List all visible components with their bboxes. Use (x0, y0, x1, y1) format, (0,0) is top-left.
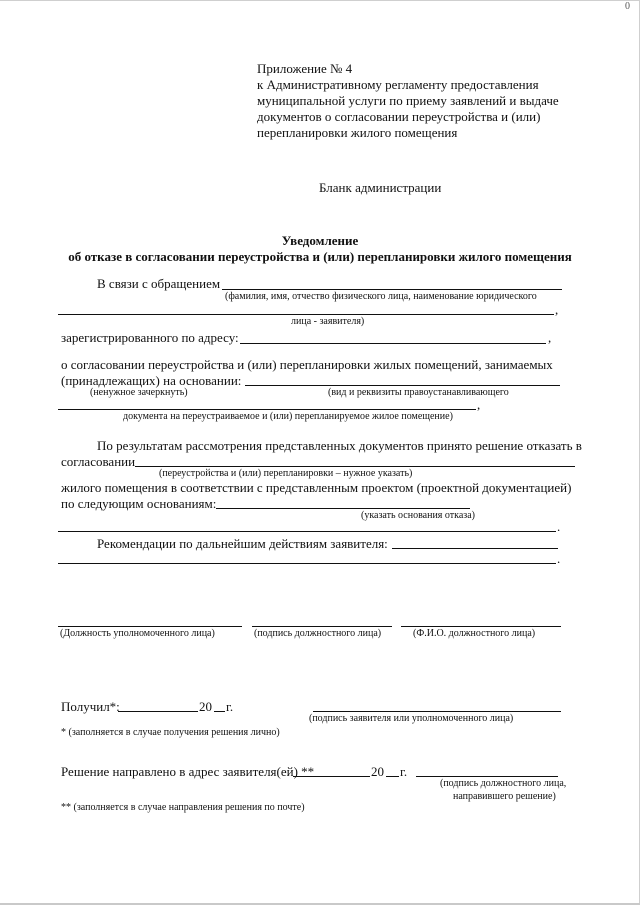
sender-signature-field[interactable] (416, 776, 558, 777)
received-year-field[interactable] (214, 711, 225, 712)
received-footnote: * (заполняется в случае получения решения лично) (61, 727, 280, 738)
refusal-subject-field[interactable] (135, 466, 575, 467)
applicant-name-hint: (фамилия, имя, отчество физического лица, наименование юридического (225, 291, 537, 302)
received-date-field[interactable] (118, 711, 198, 712)
received-year-suffix: г. (226, 699, 234, 714)
comma: , (555, 302, 559, 317)
official-position-hint: (Должность уполномоченного лица) (60, 628, 215, 639)
period: . (557, 551, 561, 566)
sent-year-suffix: г. (400, 764, 408, 779)
applicant-name-field-cont[interactable] (58, 314, 554, 315)
applicant-name-field[interactable] (222, 289, 562, 290)
document-hint-cont: документа на переустраиваемое и (или) перепланируемое жилое помещение) (123, 411, 453, 422)
sender-signature-hint: (подпись должностного лица, (440, 778, 567, 789)
official-fio-hint: (Ф.И.О. должностного лица) (413, 628, 536, 639)
sent-year: 20 (371, 764, 384, 779)
applicant-signature-hint: (подпись заявителя или уполномоченного лица) (309, 713, 514, 724)
appendix-line: муниципальной услуги по приему заявлений и выдаче (257, 93, 559, 108)
refusal-subject-hint: (переустройства и (или) перепланировки – нужное указать) (159, 468, 413, 479)
applicant-signature-field[interactable] (313, 711, 561, 712)
basis-document-field[interactable] (245, 385, 560, 386)
refusal-grounds-field-cont[interactable] (58, 531, 556, 532)
administration-blank-label: Бланк администрации (319, 180, 442, 195)
document-hint: (вид и реквизиты правоустанавливающего (328, 387, 509, 398)
official-signature-hint: (подпись должностного лица) (254, 628, 382, 639)
project-text-line: жилого помещения в соответствии с представленным проектом (проектной документацией) (61, 480, 572, 495)
appendix-title: Приложение № 4 (257, 61, 353, 76)
refusal-grounds-hint: (указать основания отказа) (361, 510, 476, 521)
corner-mark: 0 (625, 1, 630, 12)
refuse-approval-label: согласовании (61, 454, 136, 469)
approval-text-line: о согласовании переустройства и (или) перепланировки жилых помещений, занимаемых (61, 357, 553, 372)
notice-title: Уведомление (281, 233, 359, 248)
period: . (557, 519, 561, 534)
appeal-label: В связи с обращением (97, 276, 221, 291)
comma: , (477, 397, 481, 412)
registered-address-label: зарегистрированного по адресу: (61, 330, 239, 345)
appendix-line: перепланировки жилого помещения (257, 125, 458, 140)
decision-text-line: По результатам рассмотрения представленных документов принято решение отказать в (97, 438, 582, 453)
appendix-line: документов о согласовании переустройства и (или) (257, 109, 541, 124)
official-position-field[interactable] (58, 626, 242, 627)
registered-address-field[interactable] (240, 343, 546, 344)
basis-label: (принадлежащих) на основании: (61, 373, 242, 388)
sent-footnote: ** (заполняется в случае направления решения по почте) (61, 802, 305, 813)
sent-label: Решение направлено в адрес заявителя(ей) ** (61, 764, 315, 779)
sent-year-field[interactable] (386, 776, 399, 777)
recommendations-label: Рекомендации по дальнейшим действиям заявителя: (97, 536, 388, 551)
notice-subtitle: об отказе в согласовании переустройства и (или) перепланировки жилого помещения (68, 249, 572, 264)
strike-hint: (ненужное зачеркнуть) (90, 387, 188, 398)
grounds-label: по следующим основаниям: (61, 496, 217, 511)
received-year: 20 (199, 699, 212, 714)
appendix-line: к Административному регламенту предоставления (257, 77, 539, 92)
received-label: Получил*: (61, 699, 120, 714)
official-fio-field[interactable] (401, 626, 561, 627)
comma: , (548, 330, 552, 345)
official-signature-field[interactable] (252, 626, 392, 627)
page-top-border (0, 0, 640, 1)
basis-document-field-cont[interactable] (58, 409, 476, 410)
sender-signature-hint-cont: направившего решение) (453, 791, 556, 802)
sent-date-field[interactable] (293, 776, 370, 777)
applicant-hint-cont: лица - заявителя) (291, 316, 365, 327)
recommendations-field[interactable] (392, 548, 558, 549)
refusal-grounds-field[interactable] (216, 508, 470, 509)
recommendations-field-cont[interactable] (58, 563, 556, 564)
